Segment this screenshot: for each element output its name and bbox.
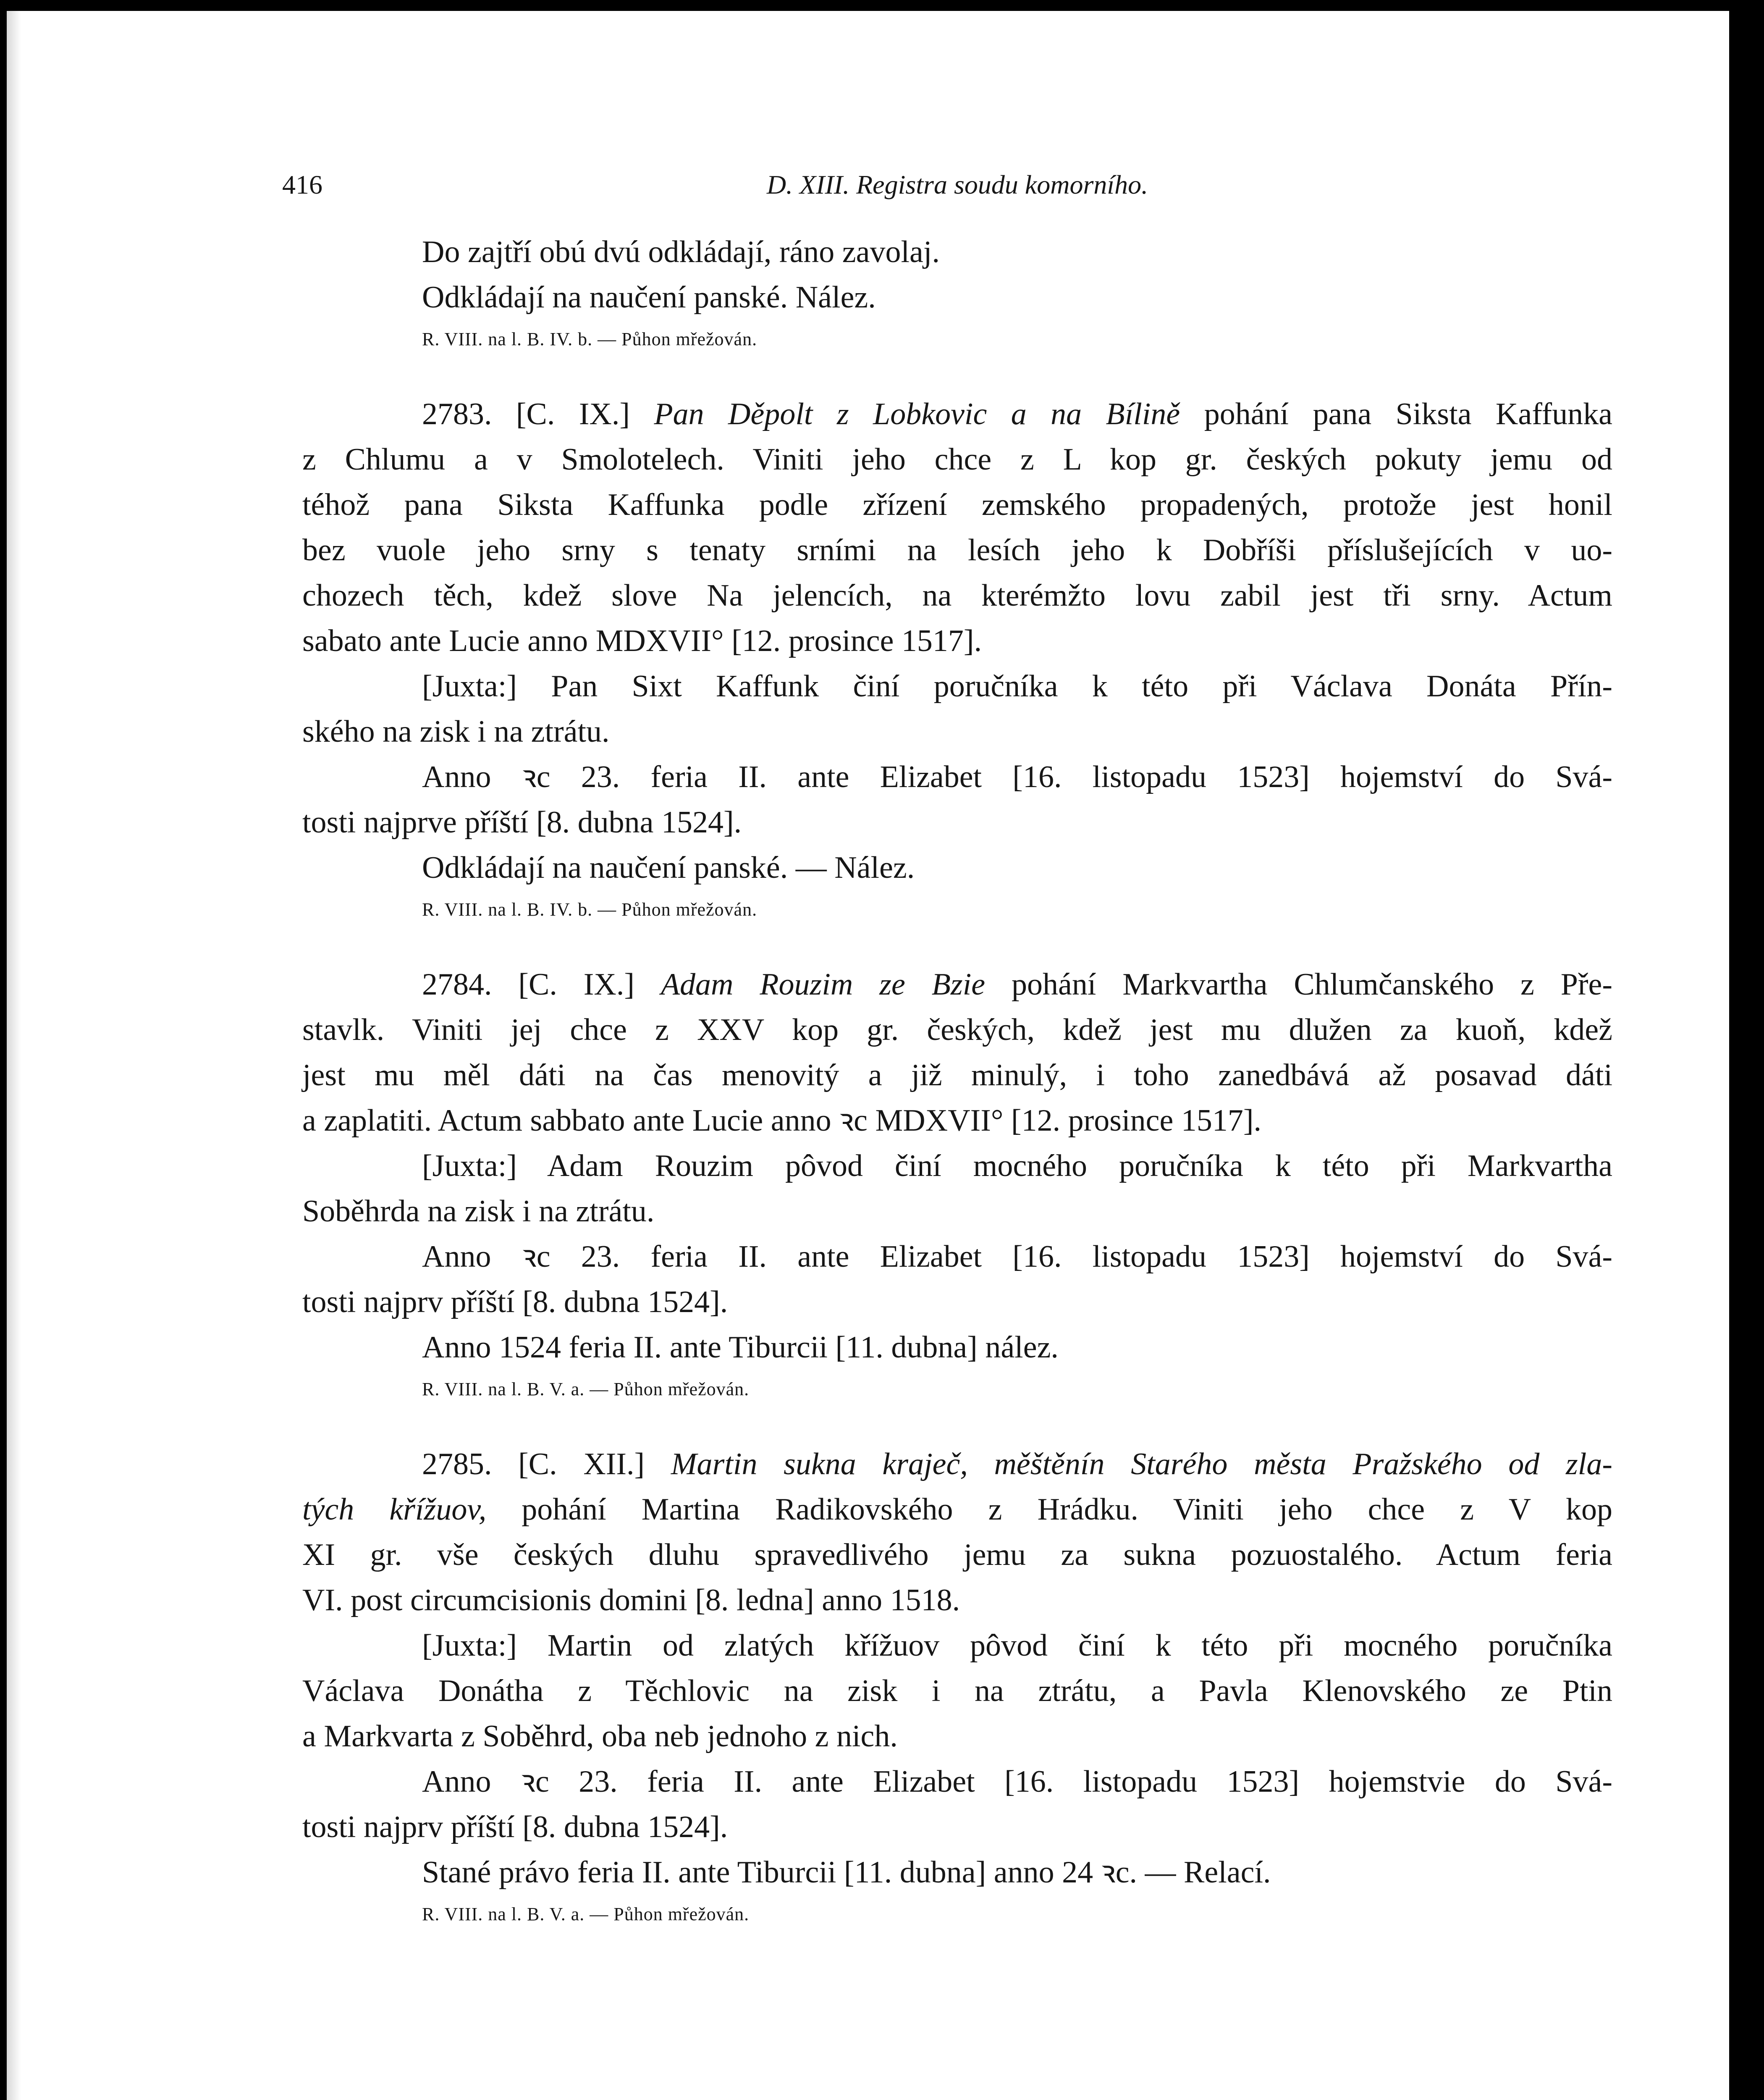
text-line [302,1487,1612,1532]
plaintiff-name-cont: tých křížuov, [302,1492,487,1527]
text-line: tosti najprv příští [8. dubna 1524]. [302,1285,728,1319]
text-line: Anno 1524 feria II. ante Tiburcii [11. dubna] nález. [422,1330,1059,1365]
text-line: [Juxta:] Adam Rouzim pôvod činí mocného poručníka k této při Markvartha [422,1149,1612,1183]
text-line: XI gr. vše českých dluhu spravedlivého jemu za sukna pozuostalého. Actum feria [302,1538,1612,1572]
scan-border-right [1729,0,1764,2100]
text-line: [Juxta:] Pan Sixt Kaffunk činí poručníka k této při Václava Donáta Přín- [422,669,1612,704]
text-line: Anno ꝛc 23. feria II. ante Elizabet [16. listopadu 1523] hojemství do Svá- [422,760,1612,794]
scan-border-top [0,0,1764,11]
text-line: Odkládají na naučení panské. — Nález. [422,850,915,885]
entry-number: 2783. [C. IX.] [422,397,630,431]
scan-border-left [0,0,7,2100]
source-reference: R. VIII. na l. B. IV. b. — Půhon mřežován. [422,329,757,349]
text-line [302,962,1612,1007]
text-line [302,1441,1612,1487]
text-line: chozech těch, kdež slove Na jelencích, na kterémžto lovu zabil jest tři srny. Actum [302,578,1612,613]
source-reference: R. VIII. na l. B. IV. b. — Půhon mřežován. [422,899,757,920]
plaintiff-name: Pan Děpolt z Lobkovic a na Bílině [654,397,1180,431]
text-line: bez vuole jeho srny s tenaty srními na lesích jeho k Dobříši příslušejících v uo- [302,533,1612,567]
text-line: Odkládají na naučení panské. Nález. [422,280,876,315]
plaintiff-name: Adam Rouzim ze Bzie [661,967,986,1002]
text-line: z Chlumu a v Smolotelech. Viniti jeho chce z L kop gr. českých pokuty jemu od [302,442,1612,477]
text-line: jest mu měl dáti na čas menovitý a již minulý, i toho zanedbává až posavad dáti [302,1058,1612,1092]
text-line: Václava Donátha z Těchlovic na zisk i na ztrátu, a Pavla Klenovského ze Ptin [302,1674,1612,1708]
text-line: Anno ꝛc 23. feria II. ante Elizabet [16. listopadu 1523] hojemství do Svá- [422,1239,1612,1274]
page-edge-shadow [7,11,21,2100]
text-line: Anno ꝛc 23. feria II. ante Elizabet [16. listopadu 1523] hojemstvie do Svá- [422,1764,1612,1799]
entry-2784 [302,962,1612,1409]
text-line: a zaplatiti. Actum sabbato ante Lucie anno ꝛc MDXVII° [12. prosince 1517]. [302,1103,1261,1138]
entry-number: 2784. [C. IX.] [422,967,634,1002]
text-line: téhož pana Siksta Kaffunka podle zřízení zemského propadených, protože jest honil [302,488,1612,522]
running-title: D. XIII. Registra soudu komorního. [766,170,1148,200]
page-body [282,160,1613,1934]
text-line: Soběhrda na zisk i na ztrátu. [302,1194,655,1228]
text-line: sabato ante Lucie anno MDXVII° [12. prosince 1517]. [302,624,982,658]
entry-2783 [302,391,1612,929]
text-line: a Markvarta z Soběhrd, oba neb jednoho z nich. [302,1719,898,1754]
text-line: stavlk. Viniti jej chce z XXV kop gr. českých, kdež jest mu dlužen za kuoň, kdež [302,1013,1612,1047]
entry-number: 2785. [C. XII.] [422,1447,645,1481]
text-line: tosti najprv příští [8. dubna 1524]. [302,1810,728,1844]
text-line: tosti najprve příští [8. dubna 1524]. [302,805,742,840]
text-line: VI. post circumcisionis domini [8. ledna] anno 1518. [302,1583,960,1617]
intro-continuation [302,229,1612,359]
source-reference: R. VIII. na l. B. V. a. — Půhon mřežován. [422,1379,750,1399]
plaintiff-name: Martin sukna kraječ, měštěnín Starého města Pražského od zla- [671,1447,1613,1481]
text-span: pohání Markvartha Chlumčanského z Pře- [1012,967,1613,1002]
text-span: pohání Martina Radikovského z Hrádku. Viniti jeho chce z V kop [522,1492,1612,1527]
entry-2785 [302,1441,1612,1934]
page-number: 416 [282,170,322,200]
text-line [302,391,1612,437]
running-head [282,160,1612,210]
text-span: pohání pana Siksta Kaffunka [1204,397,1612,431]
text-line: Do zajtří obú dvú odkládají, ráno zavolaj. [422,235,940,269]
source-reference: R. VIII. na l. B. V. a. — Půhon mřežován. [422,1904,750,1924]
text-line: ského na zisk i na ztrátu. [302,714,610,749]
text-line: Stané právo feria II. ante Tiburcii [11. dubna] anno 24 ꝛc. — Relací. [422,1855,1271,1890]
text-line: [Juxta:] Martin od zlatých křížuov pôvod činí k této při mocného poručníka [422,1628,1612,1663]
